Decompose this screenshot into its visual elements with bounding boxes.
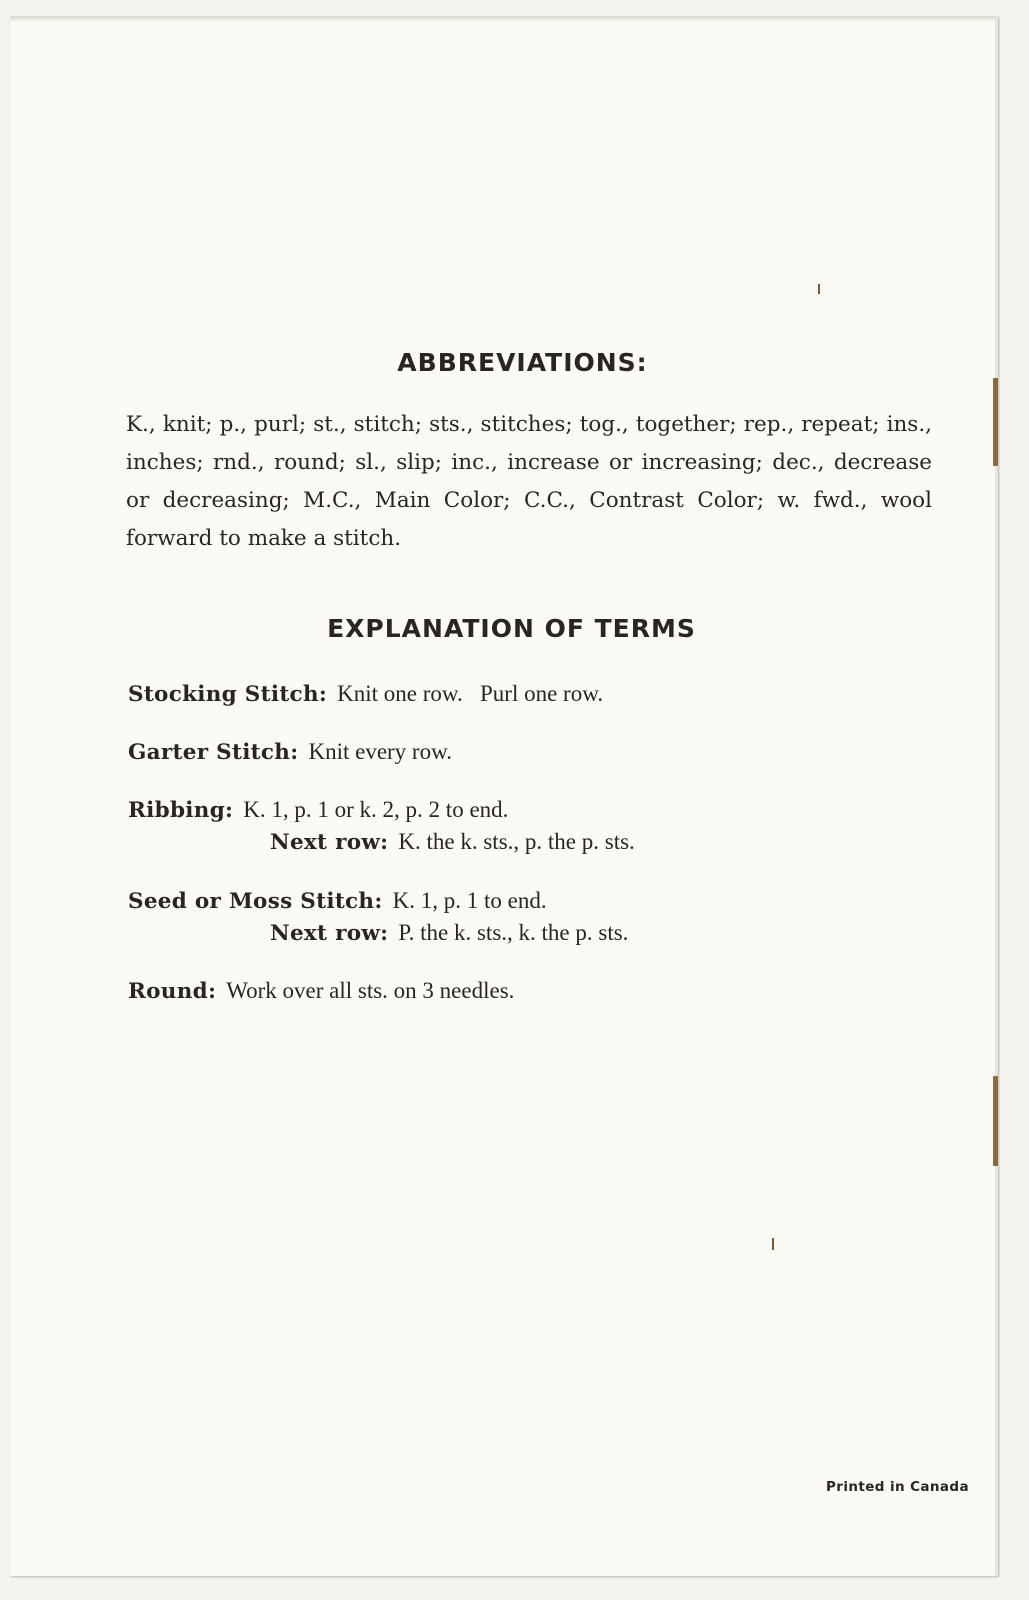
term-description: Work over all sts. on 3 needles. bbox=[226, 978, 515, 1003]
booklet-page bbox=[10, 16, 998, 1576]
term-label: Garter Stitch: bbox=[128, 740, 299, 765]
next-row-label: Next row: bbox=[270, 830, 389, 855]
term-label: Seed or Moss Stitch: bbox=[128, 889, 383, 914]
term-description: K. 1, p. 1 to end. bbox=[392, 888, 547, 913]
paper-speck bbox=[772, 1238, 774, 1250]
abbreviations-text: K., knit; p., purl; st., stitch; sts., stitches; tog., together; rep., repeat; ins., inches; rnd., round; sl., slip; inc., increase or increasing; dec., decrease or decreasing; M.C., Main Color; C.C., Contrast Color; w. fwd., wool forward to make a stitch. bbox=[126, 412, 932, 551]
term-next-row bbox=[128, 917, 628, 949]
term-label: Ribbing: bbox=[128, 798, 234, 823]
term-seed-moss-stitch bbox=[128, 885, 628, 949]
term-description: Knit every row. bbox=[308, 739, 452, 764]
abbreviations-heading: ABBREVIATIONS: bbox=[397, 348, 648, 377]
term-description: Knit one row. Purl one row. bbox=[337, 681, 604, 706]
term-garter-stitch bbox=[128, 736, 452, 768]
term-next-row bbox=[128, 826, 635, 858]
printed-in-footer: Printed in Canada bbox=[825, 1479, 969, 1495]
staple-bottom bbox=[993, 1076, 998, 1166]
next-row-label: Next row: bbox=[270, 921, 389, 946]
staple-top bbox=[993, 378, 998, 466]
next-row-description: P. the k. sts., k. the p. sts. bbox=[398, 920, 629, 945]
page-top-edge bbox=[10, 16, 995, 22]
term-round bbox=[128, 975, 514, 1007]
terms-heading: EXPLANATION OF TERMS bbox=[327, 614, 696, 643]
next-row-description: K. the k. sts., p. the p. sts. bbox=[398, 829, 635, 854]
term-label: Round: bbox=[128, 979, 217, 1004]
term-label: Stocking Stitch: bbox=[128, 682, 328, 707]
term-ribbing bbox=[128, 794, 635, 858]
term-description: K. 1, p. 1 or k. 2, p. 2 to end. bbox=[243, 797, 509, 822]
term-stocking-stitch bbox=[128, 678, 603, 710]
paper-speck bbox=[818, 284, 820, 294]
